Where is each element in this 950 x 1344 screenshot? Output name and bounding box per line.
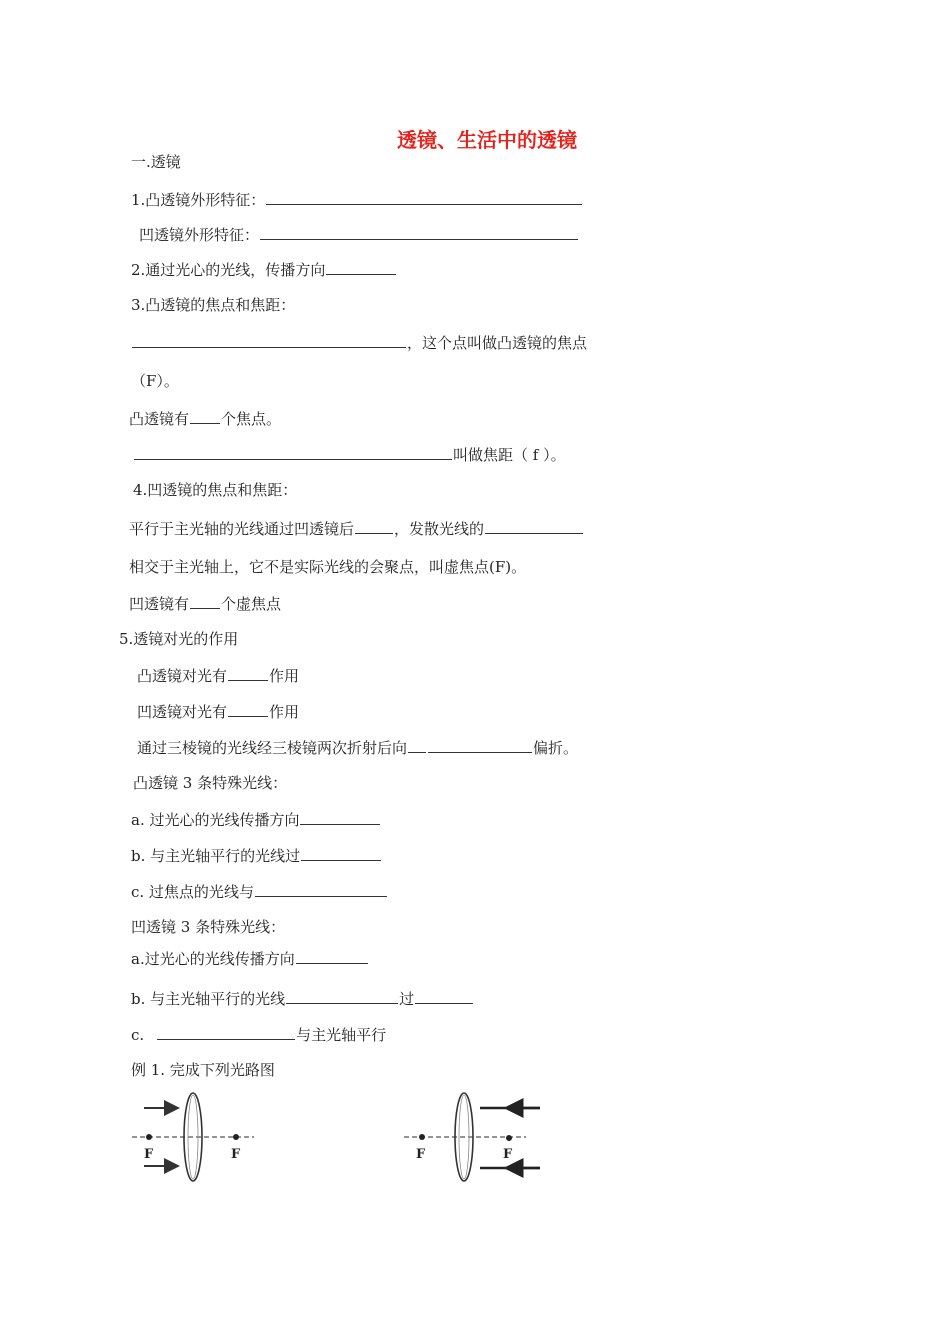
concave-focus-heading: 4.凹透镜的焦点和焦距： — [133, 481, 298, 499]
focal-length-definition: 叫做焦距（ f ）。 — [133, 444, 566, 465]
answer-blank[interactable] — [157, 1024, 295, 1040]
concave-rays-heading: 凹透镜 3 条特殊光线： — [131, 918, 286, 936]
answer-blank[interactable] — [408, 737, 426, 753]
focus-point — [233, 1134, 239, 1140]
lens-effect-heading: 5.透镜对光的作用 — [119, 630, 239, 648]
answer-blank[interactable] — [228, 701, 268, 717]
convex-ray-a: a. 过光心的光线传播方向 — [131, 809, 381, 830]
convex-ray-b: b. 与主光轴平行的光线过 — [131, 845, 382, 866]
answer-blank[interactable] — [428, 737, 532, 753]
convex-focus-heading: 3.凸透镜的焦点和焦距： — [131, 296, 296, 314]
focus-label: F — [144, 1147, 154, 1162]
focus-point — [146, 1134, 152, 1140]
optical-center-question: 2.通过光心的光线，传播方向 — [131, 259, 397, 280]
focus-point — [506, 1135, 512, 1141]
answer-blank[interactable] — [485, 518, 583, 534]
concave-focus-text: 平行于主光轴的光线通过凹透镜后 ，发散光线的 — [129, 518, 584, 539]
answer-blank[interactable] — [132, 332, 406, 348]
concave-shape-question: 凹透镜外形特征： — [139, 224, 579, 245]
section-heading: 一.透镜 — [131, 153, 181, 171]
answer-blank[interactable] — [300, 809, 380, 825]
convex-shape-question: 1.凸透镜外形特征： — [131, 189, 583, 210]
convex-lens-diagram — [130, 1090, 270, 1190]
answer-blank[interactable] — [260, 224, 578, 240]
prism-text: 通过三棱镜的光线经三棱镜两次折射后向 偏折。 — [137, 739, 579, 757]
focus-symbol: （F）。 — [131, 372, 179, 390]
answer-blank[interactable] — [415, 988, 473, 1004]
answer-blank[interactable] — [296, 948, 368, 964]
convex-effect: 凸透镜对光有 作用 — [137, 667, 300, 685]
example-heading: 例 1. 完成下列光路图 — [131, 1061, 275, 1079]
answer-blank[interactable] — [301, 845, 381, 861]
concave-ray-b: b. 与主光轴平行的光线 过 — [131, 988, 474, 1009]
convex-ray-c: c. 过焦点的光线与 — [131, 881, 388, 902]
answer-blank[interactable] — [286, 988, 398, 1004]
concave-lens-diagram — [400, 1090, 550, 1190]
concave-focus-count: 凹透镜有 个虚焦点 — [129, 595, 282, 613]
answer-blank[interactable] — [228, 665, 268, 681]
concave-ray-c: c. 与主光轴平行 — [131, 1026, 387, 1044]
virtual-focus-text: 相交于主光轴上，它不是实际光线的会聚点，叫虚焦点(F)。 — [129, 558, 527, 576]
convex-rays-heading: 凸透镜 3 条特殊光线： — [133, 774, 288, 792]
concave-effect: 凹透镜对光有 作用 — [137, 703, 300, 721]
focus-label: F — [231, 1147, 241, 1162]
convex-focus-count: 凸透镜有 个焦点。 — [129, 410, 282, 428]
page-title: 透镜、生活中的透镜 — [397, 128, 577, 152]
answer-blank[interactable] — [255, 881, 387, 897]
focus-label: F — [503, 1147, 513, 1162]
answer-blank[interactable] — [190, 408, 220, 424]
answer-blank[interactable] — [266, 189, 582, 205]
answer-blank[interactable] — [326, 259, 396, 275]
answer-blank[interactable] — [355, 518, 393, 534]
answer-blank[interactable] — [134, 444, 452, 460]
focus-definition: ，这个点叫做凸透镜的焦点 — [131, 332, 587, 353]
focus-point — [419, 1134, 425, 1140]
focus-label: F — [416, 1147, 426, 1162]
concave-ray-a: a.过光心的光线传播方向 — [131, 948, 369, 969]
answer-blank[interactable] — [190, 593, 220, 609]
